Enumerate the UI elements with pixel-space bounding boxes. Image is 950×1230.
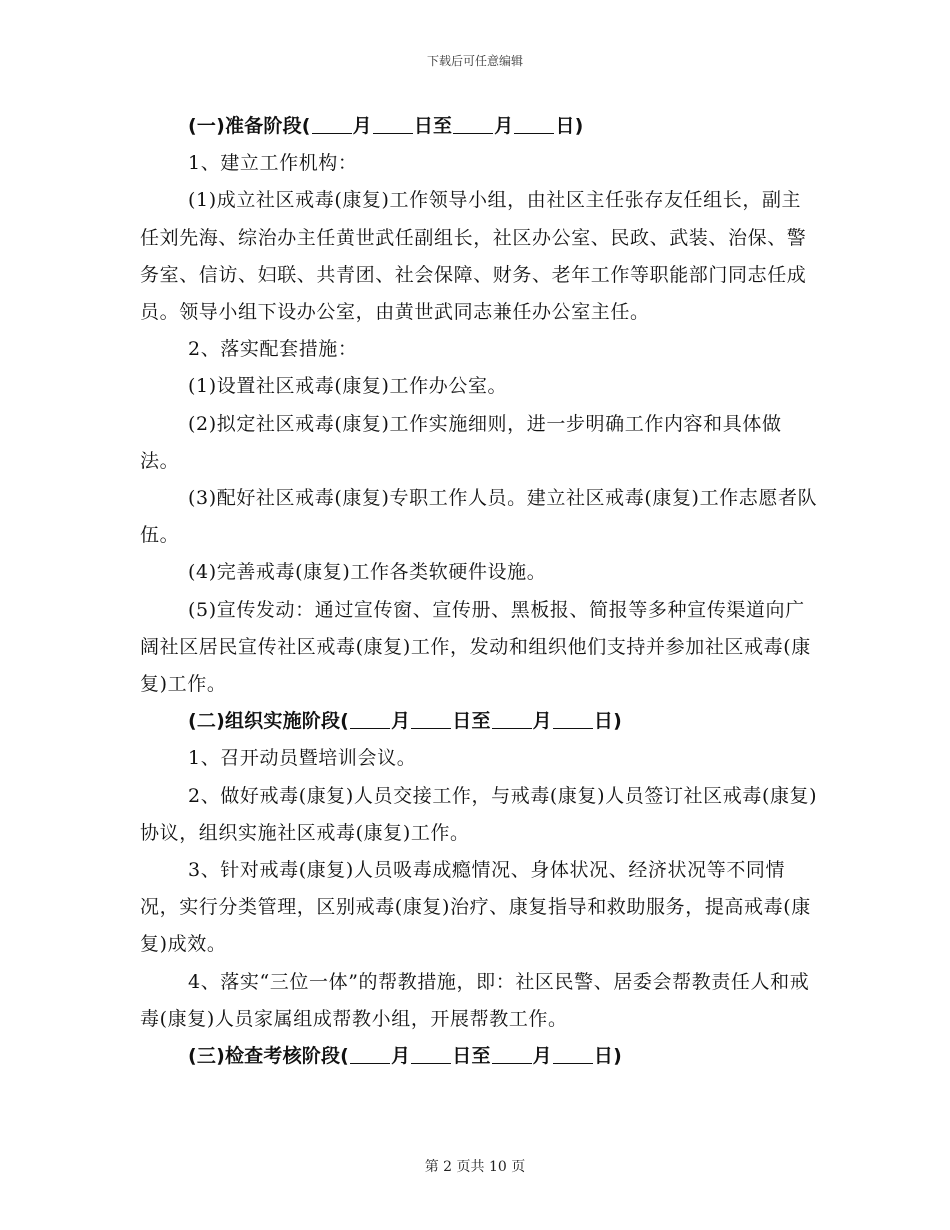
heading-prefix: (三)检查考核阶段( <box>188 1045 350 1068</box>
blank-line <box>492 1045 532 1064</box>
paragraph: 2、做好戒毒(康复)人员交接工作，与戒毒(康复)人员签订社区戒毒(康复)协议，组织实施社区戒毒(康复)工作。 <box>140 784 818 844</box>
heading-day-end: 日) <box>593 1045 622 1068</box>
paragraph: 4、落实“三位一体”的帮教措施，即：社区民警、居委会帮教责任人和戒毒(康复)人员家属组成帮教小组，开展帮教工作。 <box>140 970 810 1030</box>
blank-line <box>411 710 451 729</box>
heading-prefix: (一)准备阶段( <box>188 115 311 137</box>
paragraph: (4)完善戒毒(康复)工作各类软硬件设施。 <box>188 561 547 584</box>
blank-line <box>553 710 593 729</box>
heading-day-end: 日) <box>555 115 584 137</box>
section-heading <box>140 1038 820 1075</box>
page-header-note: 下载后可任意编辑 <box>426 54 523 68</box>
section-heading <box>140 108 820 145</box>
heading-month: 月 <box>532 1045 552 1068</box>
blank-line <box>350 710 390 729</box>
blank-line <box>453 115 493 134</box>
heading-month: 月 <box>494 115 514 137</box>
heading-month: 月 <box>391 1045 411 1068</box>
document-body <box>140 108 820 1075</box>
blank-line <box>350 1045 390 1064</box>
page-number: 第 2 页共 10 页 <box>424 1159 526 1175</box>
heading-month: 月 <box>352 115 372 137</box>
blank-line <box>553 1045 593 1064</box>
heading-day-to: 日至 <box>452 1045 491 1068</box>
heading-day-to: 日至 <box>413 115 453 137</box>
paragraph: (5)宣传发动：通过宣传窗、宣传册、黑板报、简报等多种宣传渠道向广阔社区居民宣传社区戒毒(康复)工作，发动和组织他们支持并参加社区戒毒(康复)工作。 <box>140 598 811 696</box>
paragraph: (2)拟定社区戒毒(康复)工作实施细则，进一步明确工作内容和具体做法。 <box>140 412 782 472</box>
blank-line <box>514 115 554 134</box>
paragraph: (1)成立社区戒毒(康复)工作领导小组，由社区主任张存友任组长，副主任刘先海、综治办主任黄世武任副组长，社区办公室、民政、武装、治保、警务室、信访、妇联、共青团、社会保障、财务、老年工作等职能部门同志任成员。领导小组下设办公室，由黄世武同志兼任办公室主任。 <box>140 189 807 324</box>
paragraph: (3)配好社区戒毒(康复)专职工作人员。建立社区戒毒(康复)工作志愿者队伍。 <box>140 487 818 547</box>
blank-line <box>312 115 352 134</box>
blank-line <box>411 1045 451 1064</box>
heading-prefix: (二)组织实施阶段( <box>188 710 350 733</box>
paragraph: 1、建立工作机构： <box>188 152 358 175</box>
blank-line <box>492 710 532 729</box>
paragraph: 3、针对戒毒(康复)人员吸毒成瘾情况、身体状况、经济状况等不同情况，实行分类管理，区别戒毒(康复)治疗、康复指导和救助服务，提高戒毒(康复)成效。 <box>140 859 811 956</box>
paragraph: (1)设置社区戒毒(康复)工作办公室。 <box>188 375 508 398</box>
paragraph: 2、落实配套措施： <box>188 338 358 361</box>
paragraph: 1、召开动员暨培训会议。 <box>188 747 417 770</box>
heading-day-to: 日至 <box>452 710 491 733</box>
heading-month: 月 <box>532 710 552 733</box>
heading-month: 月 <box>391 710 411 733</box>
section-heading <box>140 703 820 740</box>
blank-line <box>373 115 413 134</box>
heading-day-end: 日) <box>593 710 622 733</box>
